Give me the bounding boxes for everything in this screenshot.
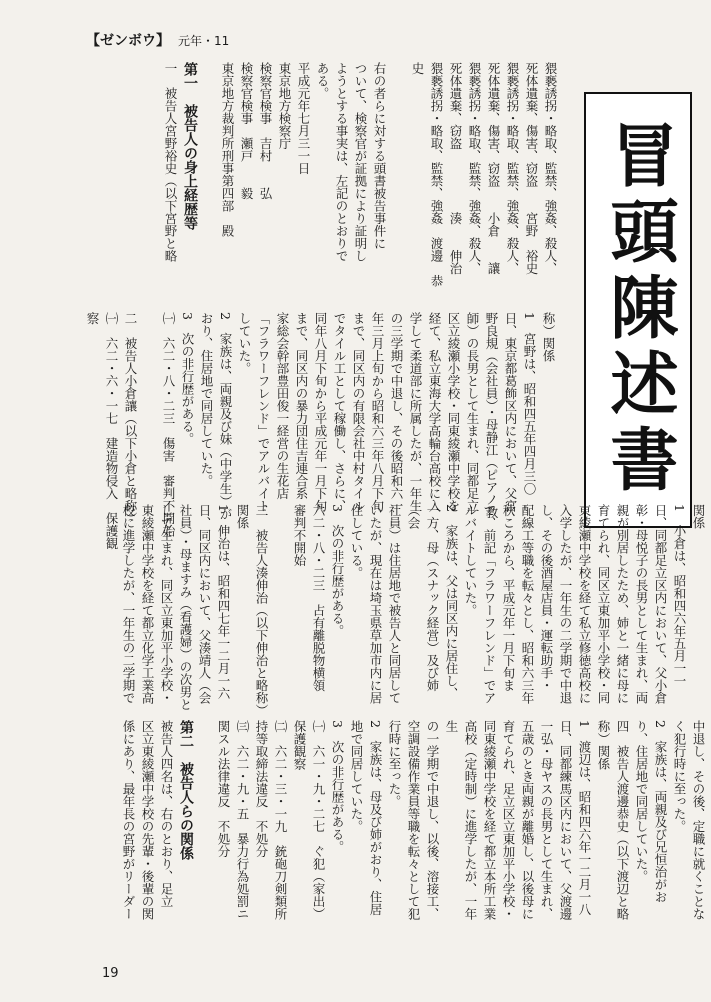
text-line: ㈠ 六一・九・二七 ぐ犯（家出）保護観察 xyxy=(292,720,326,920)
text-line: 同東綾瀬中学校を経て都立本所工業 xyxy=(482,720,497,920)
text-line: 空調設備作業員等職を転々として犯 xyxy=(406,720,421,920)
text-line: 関係 xyxy=(691,504,706,529)
text-line: 3 次の非行歴がある。 xyxy=(180,312,195,445)
text-line: 被告人四名は、右のとおり、足立 xyxy=(159,720,174,908)
text-line: 住している。 xyxy=(349,504,364,579)
text-line: 死体遺棄、傷害、窃盗 宮野 裕史 xyxy=(524,62,539,275)
text-line: 野良規（会社員）・母静江（ピアノ教 xyxy=(484,312,499,519)
text-line: 彰・母悦子の長男として生まれ、両 xyxy=(634,504,649,704)
text-line: 二 被告人小倉讓（以下小倉と略称） xyxy=(123,312,138,525)
text-line: 行時に至った。 xyxy=(387,720,402,808)
text-line: 六二・八・二三 占有離脱物横領 審判不開始 xyxy=(292,504,326,704)
text-line xyxy=(389,62,408,290)
text-line: ようとする事実は、左記のとおりで xyxy=(334,62,349,262)
text-line: し、その後酒屋店員・運転助手・ xyxy=(539,504,554,692)
text-line: 五歳のとき両親が離婚し、以後母に xyxy=(520,720,535,920)
text-line: まで、同区内の有限会社中村タイル xyxy=(351,312,366,512)
text-line: 「フラワーフレンド」でアルバイト xyxy=(256,312,271,512)
text-line: 日、東京都葛飾区内において、父宮 xyxy=(503,312,518,512)
text-line: 死体遺棄、窃盗 湊 伸治 xyxy=(448,62,463,275)
text-line: 育てられ、足立区立東加平小学校・ xyxy=(501,720,516,920)
text-line: 係にあり、最年長の宮野がリーダー xyxy=(121,720,136,920)
text-line: いたが、現在は埼玉県草加市内に居 xyxy=(368,504,383,704)
text-line: 3 次の非行歴がある。 xyxy=(330,720,345,853)
text-line: の三学期で中退し、その後昭和六一 xyxy=(389,312,404,512)
text-line: 称）関係 xyxy=(541,312,556,362)
text-line: 称）関係 xyxy=(596,720,611,770)
text-line: ㈢ 六二・九・五 暴力行為処罰ニ関スル法律違反 不処分 xyxy=(216,720,250,920)
text-line: 三 被告人湊伸治（以下伸治と略称） xyxy=(254,504,269,717)
text-line: まで、同区内の暴力団住吉連合系 xyxy=(294,312,309,500)
text-line xyxy=(271,504,290,714)
text-line: 1 宮野は、昭和四五年四月三〇 xyxy=(522,312,537,495)
text-line: 一弘・母ヤスの長男として生まれ、 xyxy=(539,720,554,920)
text-line: 親が別居したため、姉と一緒に母に xyxy=(615,504,630,704)
text-line: 検察官検事 瀬戸 毅 xyxy=(239,62,254,200)
text-line: ㈡ 六二・三・一九 銃砲刀剣類所持等取締法違反 不処分 xyxy=(254,720,288,920)
text-line: の一学期で中退し、以後、溶接工、 xyxy=(425,720,440,920)
text-line: 四 被告人渡邊恭史（以下渡辺と略 xyxy=(615,720,630,920)
text-line: 経て、私立東海大学高輪台高校に入 xyxy=(427,312,442,512)
text-line: く犯行時に至った。 xyxy=(672,720,687,833)
text-line: 日、同都練馬区内において、父渡邊 xyxy=(558,720,573,920)
text-line: 入学したが、一年生の二学期で中退 xyxy=(558,504,573,704)
text-line: 平成元年七月三一日 xyxy=(296,62,311,175)
tier-3-text xyxy=(88,504,708,717)
text-line: 猥褻誘拐・略取、監禁、強姦、殺人、 xyxy=(543,62,558,275)
text-line: 年三月上旬から昭和六三年八月下旬 xyxy=(370,312,385,512)
text-line: 東綾瀬中学校を経て都立化学工業高 xyxy=(140,504,155,704)
text-line: 一方、母（スナック経営）及び姉（会 xyxy=(406,504,440,692)
text-line: ㈠ 六二・六・一七 建造物侵入 保護観察 xyxy=(85,312,119,550)
tier-4-text xyxy=(88,720,708,920)
text-line: 日、同区内において、父湊靖人（会 xyxy=(197,504,212,704)
text-line: 社員）・母ますみ（看護婦）の次男と xyxy=(178,504,193,711)
text-line: 猥褻誘拐・略取、監禁、強姦 渡邊 恭史 xyxy=(410,62,444,287)
text-line: 第二 被告人らの関係 xyxy=(178,720,194,860)
text-line: 東京地方裁判所刑事第四部 殿 xyxy=(220,62,235,237)
text-line: 区立東綾瀬中学校の先輩・後輩の関 xyxy=(140,720,155,920)
text-line: ㈠ 六二・八・二三 傷害 審判不開始 xyxy=(161,312,176,537)
title-box xyxy=(584,92,692,528)
text-line: 2 家族は、父は同区内に居住し、 xyxy=(444,504,459,700)
text-line: ついて、検察官が証拠により証明し xyxy=(353,62,368,262)
text-line: 2 家族は、両親及び兄恒治がお xyxy=(653,720,668,903)
text-line: 検察官検事 吉村 弘 xyxy=(258,62,273,200)
page-number: 19 xyxy=(102,966,119,981)
text-line: 学して柔道部に所属したが、一年生 xyxy=(408,312,423,512)
tier-1-text xyxy=(88,62,560,290)
text-line: ある。 xyxy=(315,62,330,100)
text-line: していた。 xyxy=(237,312,252,375)
text-line: 死体遺棄、傷害、窃盗 小倉 讓 xyxy=(486,62,501,275)
text-line: 第一 被告人の身上経歴等 xyxy=(182,62,198,230)
text-line: 1 渡辺は、昭和四六年一二月一八 xyxy=(577,720,592,916)
text-line: おり、住居地で同居していた。 xyxy=(199,312,214,487)
text-line: り、住居地で同居していた。 xyxy=(634,720,649,883)
text-line: 1 伸治は、昭和四七年一二月一六 xyxy=(216,504,231,700)
text-line: 3 次の非行歴がある。 xyxy=(330,504,345,637)
text-line: 東京地方検察庁 xyxy=(277,62,292,150)
text-line: 秋ころから、平成元年一月下旬ま xyxy=(501,504,516,692)
text-line: 同年八月下旬から平成元年一月下旬 xyxy=(313,312,328,512)
text-line: で、前記「フラワーフレンド」でア xyxy=(482,504,497,704)
text-line: 社員）は住居地で被告人と同居して xyxy=(387,504,402,704)
text-line: 師）の長男として生まれ、同都足立 xyxy=(465,312,480,512)
text-line: 右の者らに対する頭書被告事件に xyxy=(372,62,387,250)
text-line xyxy=(199,62,218,290)
text-line: 猥褻誘拐・略取、監禁、強姦、殺人、 xyxy=(467,62,482,275)
text-line: 日、同都足立区内において、父小倉 xyxy=(653,504,668,704)
text-line: 東綾瀬中学校を経て私立修徳高校に xyxy=(577,504,592,704)
text-line: 高校（定時制）に進学したが、一年生 xyxy=(444,720,478,920)
text-line: 区立綾瀬小学校・同東綾瀬中学校を xyxy=(446,312,461,512)
text-line: 2 家族は、母及び姉がおり、住居 xyxy=(368,720,383,916)
text-line xyxy=(195,720,214,920)
text-line: でタイル工として稼働し、さらに、 xyxy=(332,312,347,512)
text-line: 家総会幹部豊田俊一経営の生花店 xyxy=(275,312,290,500)
text-line: 関係 xyxy=(235,504,250,529)
magazine-header xyxy=(86,30,229,50)
text-line: 育てられ、同区立東加平小学校・同 xyxy=(596,504,611,704)
magazine-title: 【ゼンボウ】 xyxy=(86,33,170,49)
document-title: 冒頭陳述書 xyxy=(599,120,678,500)
text-line: 2 家族は、両親及び妹（中学生）が xyxy=(218,312,233,520)
issue-label: 元年・11 xyxy=(178,34,230,48)
text-line: 一 被告人宮野裕史（以下宮野と略 xyxy=(163,62,178,262)
text-line: して生まれ、同区立東加平小学校・ xyxy=(159,504,174,704)
text-line: 校に進学したが、一年生の二学期で xyxy=(121,504,136,704)
text-line: 猥褻誘拐・略取、監禁、強姦、殺人、 xyxy=(505,62,520,275)
text-line: 1 小倉は、昭和四六年五月一一 xyxy=(672,504,687,687)
text-line: 配線工等職を転々とし、昭和六三年 xyxy=(520,504,535,704)
text-line: ルバイトしていた。 xyxy=(463,504,478,617)
text-line: 中退し、その後、定職に就くことな xyxy=(691,720,706,920)
text-line: 地で同居していた。 xyxy=(349,720,364,833)
